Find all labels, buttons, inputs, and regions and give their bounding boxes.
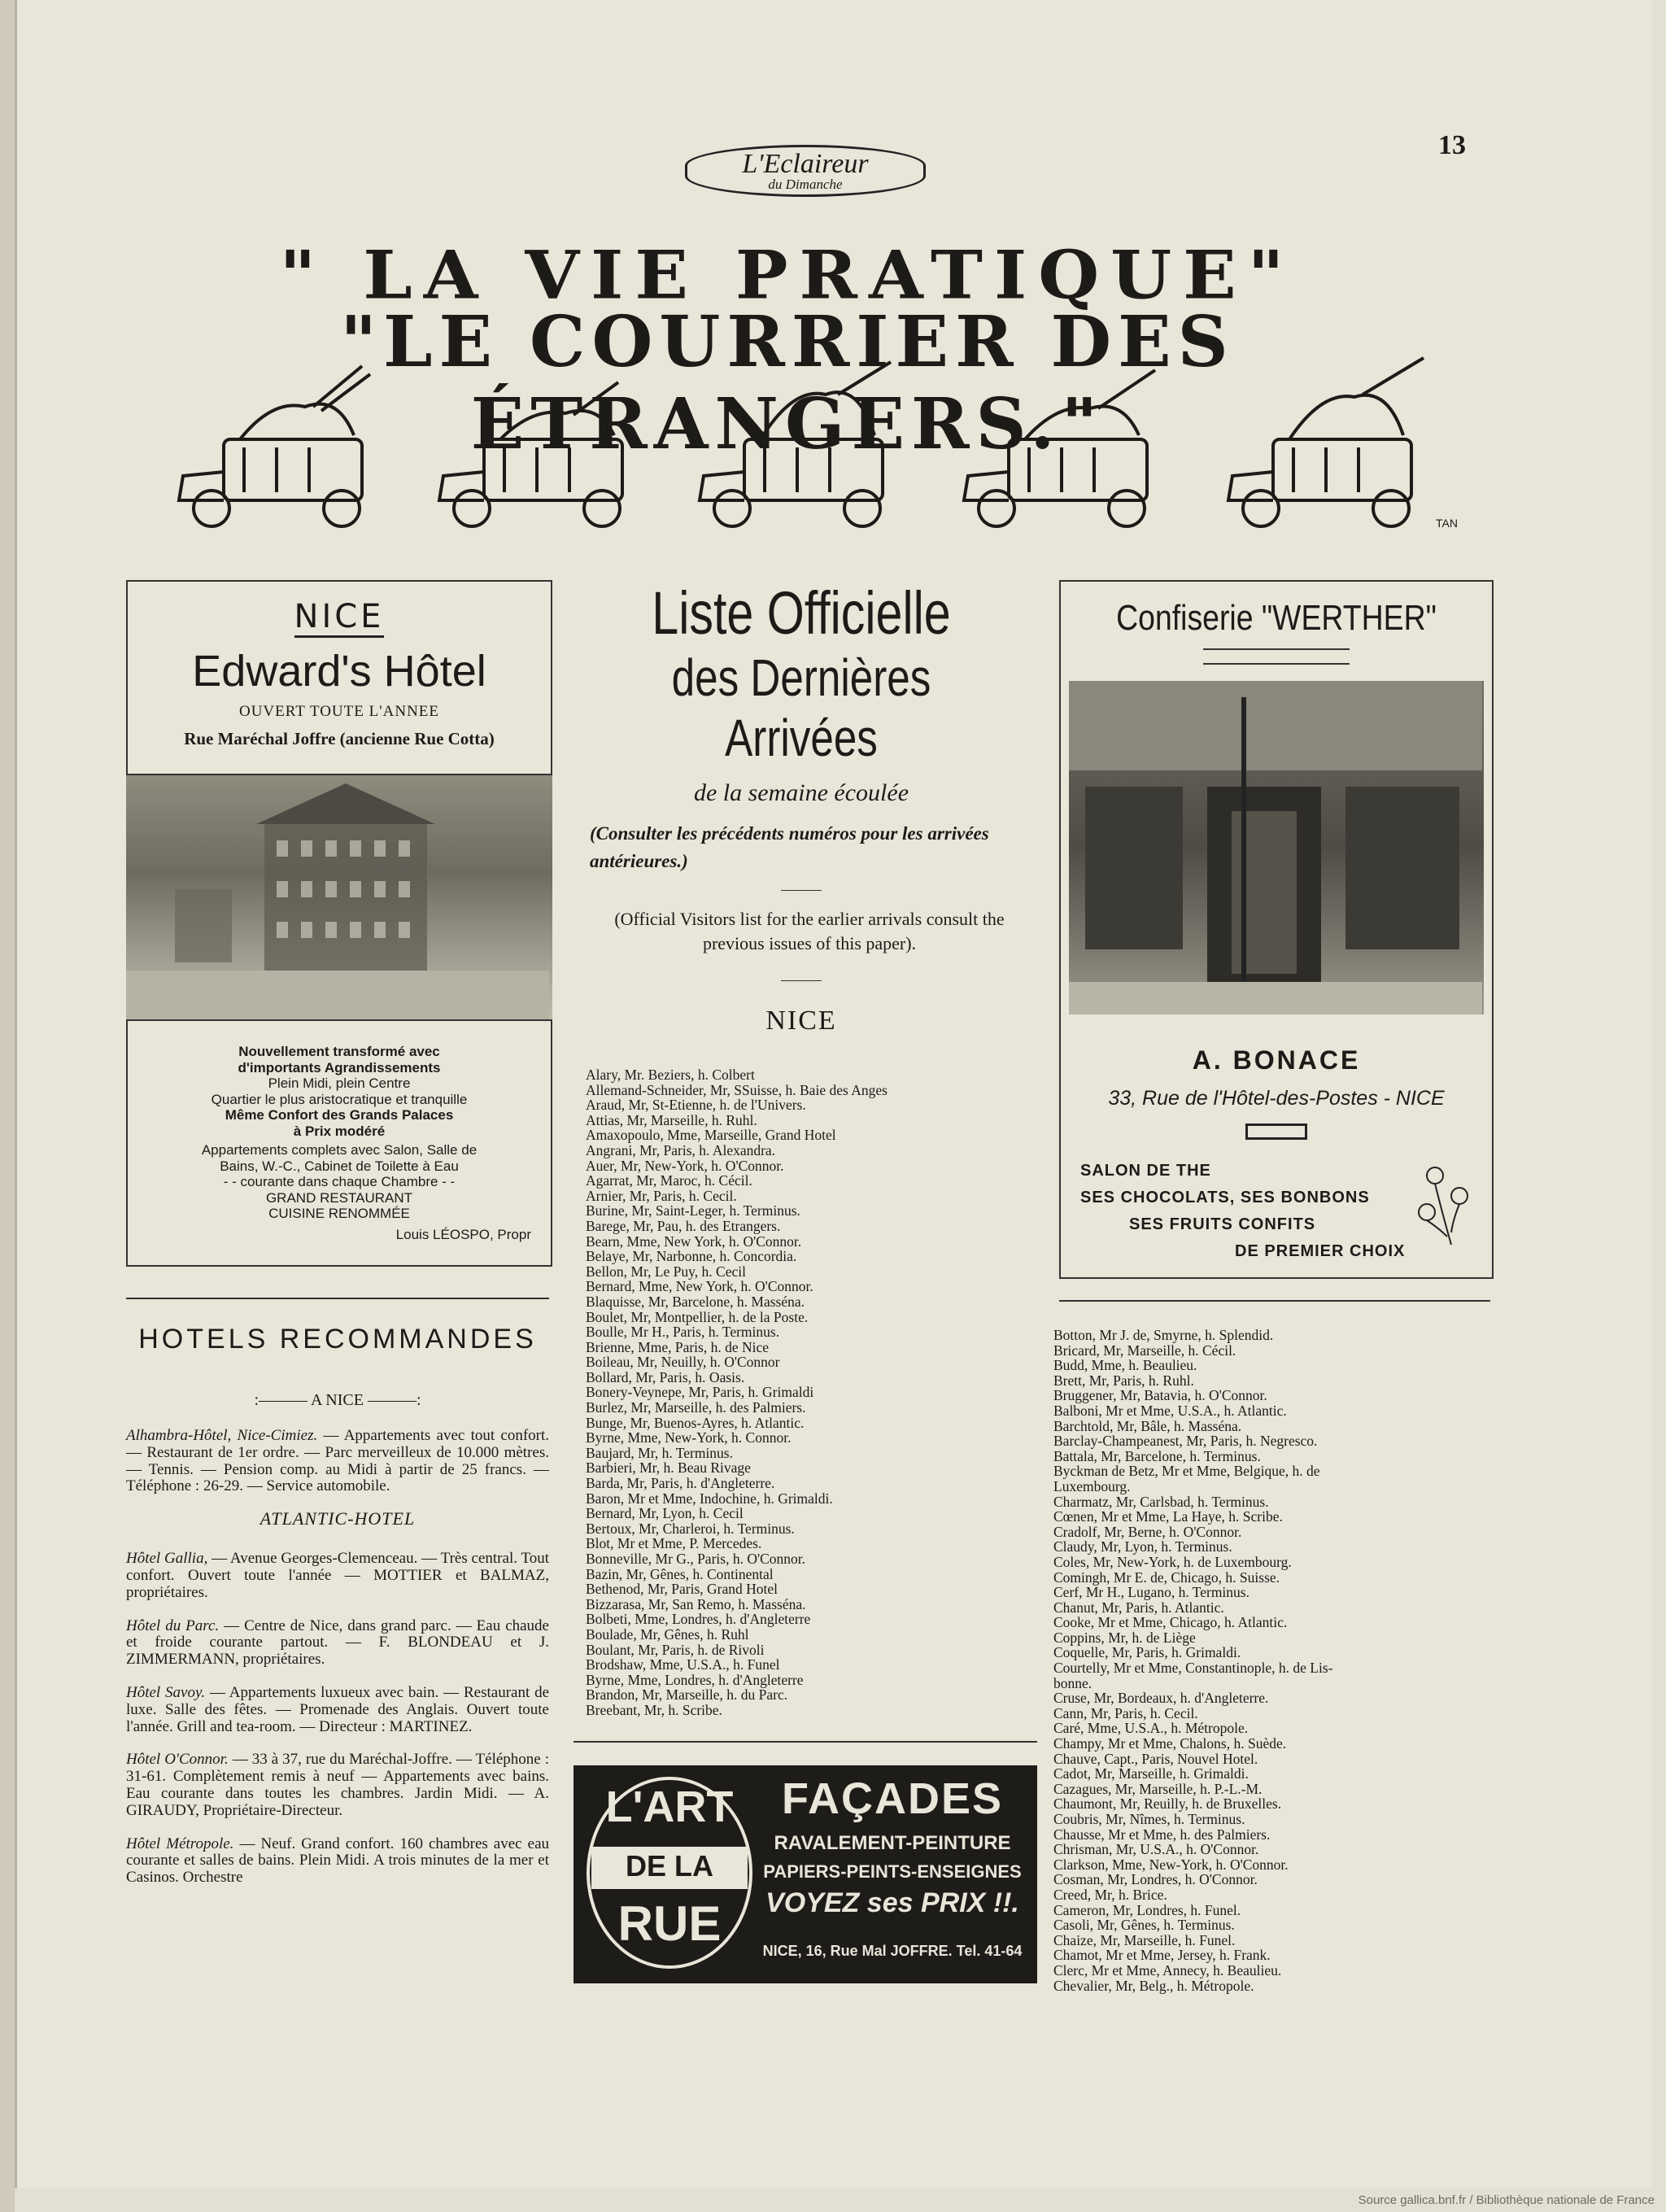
arrival-entry: Bertoux, Mr, Charleroi, h. Terminus. [586,1520,795,1537]
hotel-ad-line-7: Appartements complets avec Salon, Salle de [201,1142,478,1158]
arrival-entry: Barbieri, Mr, h. Beau Rivage [586,1459,751,1477]
hotel-ad-line-10: GRAND RESTAURANT [265,1189,413,1206]
arrival-entry: Battala, Mr, Barcelone, h. Terminus. [1053,1447,1261,1464]
arrival-entry: Boulet, Mr, Montpellier, h. de la Poste. [586,1308,809,1325]
arrival-entry: Byrne, Mme, Londres, h. d'Angleterre [586,1671,804,1688]
arrival-entry: Auer, Mr, New-York, h. O'Connor. [586,1157,784,1174]
arrival-entry: Bricard, Mr, Marseille, h. Cécil. [1053,1342,1236,1359]
arrival-entry: Byckman de Betz, Mr et Mme, Belgique, h. de [1053,1463,1320,1480]
arrival-entry: Chaize, Mr, Marseille, h. Funel. [1053,1931,1236,1948]
arrival-entry: Amaxopoulo, Mme, Marseille, Grand Hotel [586,1127,836,1144]
art-line-1: RAVALEMENT-PEINTURE [774,1832,1011,1854]
arrival-entry: Brandon, Mr, Marseille, h. du Parc. [586,1686,788,1704]
arrival-entry: Byrne, Mme, New-York, h. Connor. [586,1429,792,1446]
hotel-photo [126,774,552,1021]
confiserie-line-4: DE PREMIER CHOIX [1235,1242,1406,1260]
hotel-ad-city: NICE [294,598,385,638]
liste-city: NICE [765,1006,837,1036]
hotel-entry-name: Hôtel Métropole. [126,1835,234,1852]
arrival-entry: Attias, Mr, Marseille, h. Ruhl. [586,1111,757,1128]
page-number: 13 [1438,130,1466,160]
arrival-entry: Barda, Mr, Paris, h. d'Angleterre. [586,1475,775,1492]
hotel-entry-parc [126,1618,549,1669]
arrival-entry: Breebant, Mr, h. Scribe. [586,1701,722,1718]
hotel-ad-name: Edward's Hôtel [192,647,486,696]
hotel-ad-line-8: Bains, W.-C., Cabinet de Toilette à Eau [220,1158,459,1174]
arrival-entry: Caré, Mme, U.S.A., h. Métropole. [1053,1720,1249,1737]
arrival-entry: Bruggener, Mr, Batavia, h. O'Connor. [1053,1387,1267,1404]
arrival-entry: Boulade, Mr, Gênes, h. Ruhl [586,1625,749,1643]
arrival-entry: Burine, Mr, Saint-Leger, h. Terminus. [586,1202,800,1219]
masthead-logo [685,145,926,197]
ornament-divider [1203,648,1350,665]
arrival-entry: Creed, Mr, h. Brice. [1053,1886,1167,1903]
arrival-entry: Alary, Mr. Beziers, h. Colbert [586,1067,755,1083]
arrival-entry: Brett, Mr, Paris, h. Ruhl. [1053,1372,1194,1389]
arrival-entry: Chausse, Mr et Mme, h. des Palmiers. [1053,1826,1271,1843]
arrival-entry: Cann, Mr, Paris, h. Cecil. [1053,1704,1198,1721]
arrivals-list-col-1 [586,1067,1041,1718]
arrival-entry: Agarrat, Mr, Maroc, h. Cécil. [586,1172,752,1189]
arrival-entry: Blot, Mr et Mme, P. Mercedes. [586,1535,762,1552]
confiserie-line-2: SES CHOCOLATS, SES BONBONS [1080,1189,1370,1206]
hotel-entry-savoy [126,1685,549,1735]
hotel-entry-alhambra [126,1428,549,1495]
arrival-entry: Burlez, Mr, Marseille, h. des Palmiers. [586,1399,806,1416]
source-credit: Source gallica.bnf.fr / Bibliothèque nationale de France [1358,2193,1655,2207]
arrival-entry: Baujard, Mr, h. Terminus. [586,1444,733,1461]
arrival-entry: Cadot, Mr, Marseille, h. Grimaldi. [1053,1765,1249,1782]
arrival-entry: Bellon, Mr, Le Puy, h. Cecil [586,1263,746,1280]
hotel-entry-name: Hôtel Savoy. [126,1683,206,1701]
arrival-entry: Coubris, Mr, Nîmes, h. Terminus. [1053,1811,1245,1827]
art-logo-mid: DE LA [626,1849,713,1883]
masthead-title: L'Eclaireur [742,149,869,179]
hotels-section-title: HOTELS RECOMMANDES [138,1324,537,1355]
art-line-2: PAPIERS-PEINTS-ENSEIGNES [763,1861,1022,1882]
hotel-ad-line-11: CUISINE RENOMMÉE [268,1206,410,1221]
hotel-ad-line-12: Louis LÉOSPO, Propr [395,1226,531,1242]
arrival-entry: Casoli, Mr, Gênes, h. Terminus. [1053,1917,1235,1934]
arrival-entry: Chevalier, Mr, Belg., h. Métropole. [1053,1977,1254,1994]
arrival-entry: Charmatz, Mr, Carlsbad, h. Terminus. [1053,1493,1269,1510]
arrival-entry: Cosman, Mr, Londres, h. O'Connor. [1053,1871,1258,1888]
arrival-entry: Bonery-Veynepe, Mr, Paris, h. Grimaldi [586,1384,814,1401]
arrival-entry: Brienne, Mme, Paris, h. de Nice [586,1338,770,1355]
arrival-entry: Brodshaw, Mme, U.S.A., h. Funel [586,1656,780,1673]
arrival-entry: Bernard, Mr, Lyon, h. Cecil [586,1505,744,1522]
art-title: FAÇADES [781,1774,1004,1823]
art-logo-top: L'ART [605,1782,734,1831]
arrival-entry: Champy, Mr et Mme, Chalons, h. Suède. [1053,1735,1287,1752]
hotel-ad-address: Rue Maréchal Joffre (ancienne Rue Cotta) [184,729,495,748]
confiserie-line-1: SALON DE THE [1080,1162,1211,1180]
arrival-entry: bonne. [1053,1674,1092,1691]
hotel-entry-text: — Appartements avec tout confort. — Restaurant de 1er ordre. — Parc merveilleux de 10.000 mètres. — Tennis. — Pension comp. au Midi à partir de 25 francs. — Téléphone : 26-29. — Service automobile. [126,1427,549,1495]
liste-note-fr: (Consulter les précédents numéros pour les arrivées antérieures.) [590,823,989,871]
illustration-signature: TAN [1436,517,1458,530]
arrival-entry: Bearn, Mme, New York, h. O'Connor. [586,1233,802,1250]
arrival-entry: Cruse, Mr, Bordeaux, h. d'Angleterre. [1053,1690,1269,1707]
arrival-entry: Chanut, Mr, Paris, h. Atlantic. [1053,1599,1224,1616]
hotel-ad-open: OUVERT TOUTE L'ANNEE [238,703,440,720]
confiserie-photo [1069,681,1484,1014]
headline-line-2: "LE COURRIER DES ÉTRANGERS." [340,301,1235,465]
arrival-entry: Cooke, Mr et Mme, Chicago, h. Atlantic. [1053,1614,1288,1631]
arrival-entry: Boulant, Mr, Paris, h. de Rivoli [586,1641,765,1658]
column-divider [574,1741,1037,1743]
arrival-entry: Bethenod, Mr, Paris, Grand Hotel [586,1581,778,1598]
arrival-entry: Barege, Mr, Pau, h. des Etrangers. [586,1217,781,1234]
arrival-entry: Cœnen, Mr et Mme, La Haye, h. Scribe. [1053,1508,1283,1525]
arrival-entry: Chamot, Mr et Mme, Jersey, h. Frank. [1053,1947,1271,1964]
art-logo-bot: RUE [617,1896,722,1951]
arrival-entry: Chaumont, Mr, Reuilly, h. de Bruxelles. [1053,1795,1282,1813]
arrival-entry: Botton, Mr J. de, Smyrne, h. Splendid. [1053,1327,1274,1343]
hotel-entry-name: Hôtel O'Connor. [126,1751,229,1769]
flower-icon [1402,1151,1484,1249]
arrival-entry: Blaquisse, Mr, Barcelone, h. Masséna. [586,1293,805,1310]
hotel-entry-name: Alhambra-Hôtel, Nice-Cimiez. [126,1427,318,1444]
arrival-entry: Araud, Mr, St-Etienne, h. de l'Univers. [586,1097,806,1114]
confiserie-werther-ad [1059,580,1494,1279]
arrival-entry: Courtelly, Mr et Mme, Constantinople, h. de Lis- [1053,1660,1333,1677]
art-line-3: VOYEZ ses PRIX !!. [765,1887,1019,1918]
arrival-entry: Budd, Mme, h. Beaulieu. [1053,1357,1197,1374]
right-column-divider [1059,1300,1490,1302]
hotel-ad-line-3: Plein Midi, plein Centre [268,1075,411,1091]
hotel-entry-text: — Avenue Georges-Clemenceau. — Très central. Tout confort. Ouvert toute l'année — MOTTIER et BALMAZ, propriétaires. [126,1550,549,1601]
headline-line-1: " LA VIE PRATIQUE" [279,236,1296,315]
liste-title-1: Liste Officielle [652,579,951,647]
art-footer: NICE, 16, Rue Mal JOFFRE. Tel. 41-64 [762,1943,1023,1959]
arrival-entry: Comingh, Mr E. de, Chicago, h. Suisse. [1053,1568,1280,1586]
small-divider-box [1245,1123,1307,1140]
edwards-hotel-ad [126,580,552,1267]
arrival-entry: Bollard, Mr, Paris, h. Oasis. [586,1368,745,1385]
hotels-recommandes-section [126,1298,549,1903]
hotel-ad-line-5: Même Confort des Grands Palaces [225,1107,454,1123]
arrival-entry: Bolbeti, Mme, Londres, h. d'Angleterre [586,1611,811,1628]
arrival-entry: Bernard, Mme, New York, h. O'Connor. [586,1278,813,1295]
arrival-entry: Chrisman, Mr, U.S.A., h. O'Connor. [1053,1841,1259,1858]
hotel-ad-line-2: d'importants Agrandissements [238,1059,441,1075]
arrival-entry: Barclay-Champeanest, Mr, Paris, h. Negresco. [1053,1433,1318,1450]
hotel-ad-line-1: Nouvellement transformé avec [238,1044,440,1059]
art-de-la-rue-ad [574,1765,1037,1983]
arrival-entry: Clerc, Mr et Mme, Annecy, h. Beaulieu. [1053,1961,1282,1979]
confiserie-address: 33, Rue de l'Hôtel-des-Postes - NICE [1108,1087,1445,1110]
hotel-ad-line-9: - - courante dans chaque Chambre - - [223,1174,456,1189]
arrival-entry: Cradolf, Mr, Berne, h. O'Connor. [1053,1523,1242,1540]
masthead-subtitle: du Dimanche [768,177,843,192]
arrival-entry: Cerf, Mr H., Lugano, h. Terminus. [1053,1584,1250,1601]
arrival-entry: Chauve, Capt., Paris, Nouvel Hotel. [1053,1750,1258,1767]
arrival-entry: Balboni, Mr et Mme, U.S.A., h. Atlantic. [1053,1402,1287,1419]
hotel-entry-oconnor [126,1752,549,1819]
arrival-entry: Coles, Mr, New-York, h. de Luxembourg. [1053,1553,1292,1570]
arrival-entry: Angrani, Mr, Paris, h. Alexandra. [586,1141,776,1158]
confiserie-title: Confiserie "WERTHER" [1116,598,1437,638]
binding-edge [0,0,15,2212]
hotel-entry-text: — Centre de Nice, dans grand parc. — Eau chaude et froide courante partout. — F. BLONDEAU et J. ZIMMERMANN, propriétaires. [126,1616,549,1669]
hotel-entry-text: — Appartements luxueux avec bain. — Restaurant de luxe. Salle des fêtes. — Promenade des Anglais. Ouvert toute l'année. Grill and tea-room. — Directeur : MARTINEZ. [126,1683,550,1735]
arrival-entry: Boulle, Mr H., Paris, h. Terminus. [586,1324,780,1341]
arrival-entry: Baron, Mr et Mme, Indochine, h. Grimaldi. [586,1490,833,1507]
arrival-entry: Cazagues, Mr, Marseille, h. P.-L.-M. [1053,1780,1263,1797]
hotel-ad-line-6: à Prix modéré [293,1123,386,1139]
confiserie-owner: A. BONACE [1192,1045,1361,1075]
hotel-ad-line-4: Quartier le plus aristocratique et tranquille [211,1091,468,1107]
liste-title-2: des Dernières Arrivées [671,648,931,767]
liste-officielle-header [574,579,1029,1036]
arrivals-list-col-2 [1053,1328,1509,1993]
hotel-entry-metropole [126,1836,549,1887]
liste-note-en: (Official Visitors list for the earlier arrivals consult the previous issues of this paper). [614,909,1005,953]
hotel-entry-text: — 33 à 37, rue du Maréchal-Joffre. — Téléphone : 31-61. Complètement remis à neuf — Appartements avec bains. Eau courante dans toutes les chambres. Jardin Midi. — A. GIRAUDY, Propriétaire-Directeur. [126,1751,549,1819]
arrival-entry: Bazin, Mr, Gênes, h. Continental [586,1565,774,1582]
hotel-entry-text: — Neuf. Grand confort. 160 chambres avec eau courante et salles de bains. Plein Midi. A trois minutes de la mer et Casinos. Orchestre [126,1835,550,1887]
liste-subtitle: de la semaine écoulée [693,779,909,806]
arrival-entry: Claudy, Mr, Lyon, h. Terminus. [1053,1538,1232,1555]
arrival-entry: Coppins, Mr, h. de Liège [1053,1629,1196,1646]
arrival-entry: Bonneville, Mr G., Paris, h. O'Connor. [586,1551,806,1567]
confiserie-line-3: SES FRUITS CONFITS [1129,1215,1316,1233]
arrival-entry: Boileau, Mr, Neuilly, h. O'Connor [586,1354,780,1371]
arrival-entry: Bunge, Mr, Buenos-Ayres, h. Atlantic. [586,1414,805,1431]
cars-illustration [167,350,1468,537]
arrival-entry: Luxembourg. [1053,1477,1131,1494]
hotel-entry-name: Hôtel Gallia, [126,1550,208,1568]
arrival-entry: Clarkson, Mme, New-York, h. O'Connor. [1053,1856,1289,1873]
arrival-entry: Coquelle, Mr, Paris, h. Grimaldi. [1053,1644,1241,1661]
hotel-entry-atlantic: ATLANTIC-HOTEL [259,1508,416,1529]
arrival-entry: Bizzarasa, Mr, San Remo, h. Masséna. [586,1595,806,1612]
hotel-entry-name: Hôtel du Parc. [126,1616,220,1634]
arrival-entry: Allemand-Schneider, Mr, SSuisse, h. Baie des Anges [586,1081,888,1098]
hotels-section-subtitle: :——— A NICE ———: [254,1391,421,1409]
arrival-entry: Barchtold, Mr, Bâle, h. Masséna. [1053,1417,1242,1434]
arrival-entry: Arnier, Mr, Paris, h. Cecil. [586,1187,737,1204]
arrival-entry: Belaye, Mr, Narbonne, h. Concordia. [586,1248,797,1265]
arrival-entry: Cameron, Mr, Londres, h. Funel. [1053,1901,1241,1918]
hotel-entry-gallia [126,1551,549,1601]
